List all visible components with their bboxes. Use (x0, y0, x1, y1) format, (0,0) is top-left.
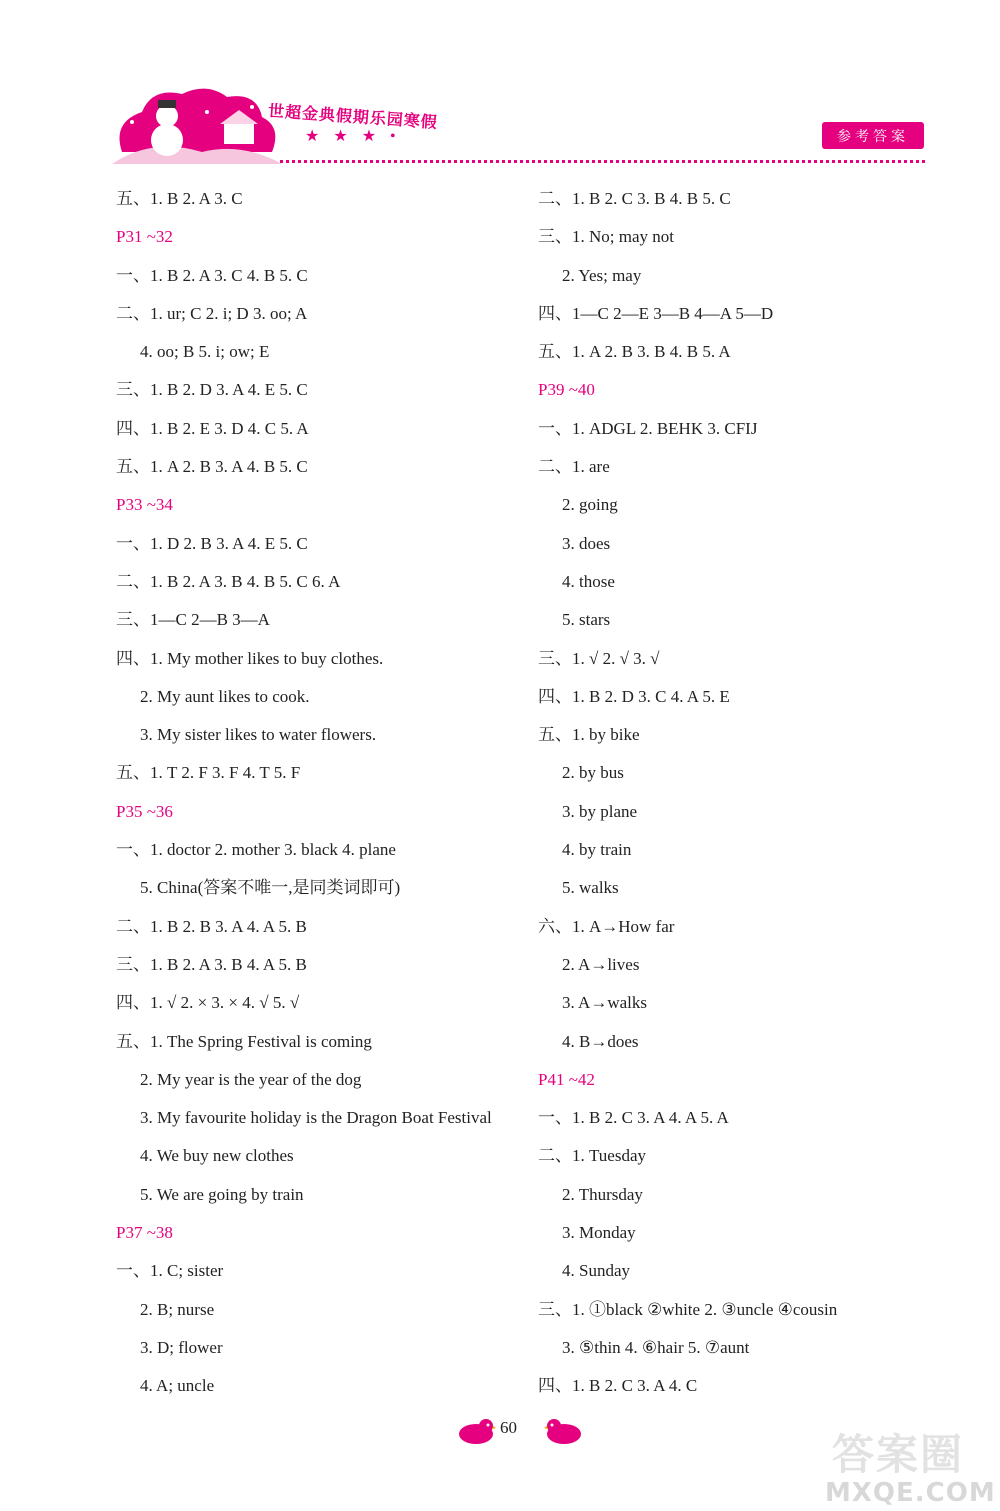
answer-line: 四、1. B 2. D 3. C 4. A 5. E (538, 686, 730, 706)
answer-line: 2. B; nurse (140, 1299, 215, 1319)
answer-line: 一、1. doctor 2. mother 3. black 4. plane (116, 840, 396, 860)
section-heading: P37 ~38 (116, 1223, 173, 1243)
answer-line: 3. does (562, 533, 611, 553)
answer-line: 3. Monday (562, 1223, 636, 1243)
answer-line: 2. by bus (562, 763, 624, 783)
watermark-url: MXQE.COM (825, 1478, 996, 1508)
answer-line: 一、1. B 2. A 3. C 4. B 5. C (116, 265, 308, 285)
section-heading: P31 ~32 (116, 227, 173, 247)
page-header (0, 0, 1000, 175)
answer-line: 四、1. √ 2. × 3. × 4. √ 5. √ (116, 993, 300, 1013)
answer-line: 四、1. B 2. C 3. A 4. C (538, 1376, 698, 1396)
answer-line: 三、1. No; may not (538, 227, 674, 247)
answer-line: 5. walks (562, 878, 619, 898)
answer-line: 4. those (562, 571, 615, 591)
answer-line: 2. going (562, 495, 618, 515)
answer-line: 二、1. are (538, 457, 610, 477)
brand-title: 世超金典假期乐园寒假 (267, 101, 439, 132)
answer-line: 2. Thursday (562, 1184, 643, 1204)
answer-line: 五、1. by bike (538, 725, 640, 745)
answer-line: 一、1. C; sister (116, 1261, 224, 1281)
answer-line: 一、1. D 2. B 3. A 4. E 5. C (116, 533, 308, 553)
answer-line: 4. Sunday (562, 1261, 630, 1281)
section-heading: P39 ~40 (538, 380, 595, 400)
answer-line: 四、1. My mother likes to buy clothes. (116, 648, 384, 668)
answer-line: 3. ⑤thin 4. ⑥hair 5. ⑦aunt (562, 1337, 750, 1357)
answer-line: 二、1. Tuesday (538, 1146, 646, 1166)
answer-line: 三、1. B 2. A 3. B 4. A 5. B (116, 954, 307, 974)
answer-line: 3. A→walks (562, 993, 647, 1013)
answer-line: 4. A; uncle (140, 1376, 215, 1396)
watermark-logo: 答案圈 (832, 1430, 965, 1479)
answer-line: 三、1—C 2—B 3—A (116, 610, 270, 630)
answer-line: 4. by train (562, 840, 632, 860)
answer-line: 5. We are going by train (140, 1184, 304, 1204)
answer-line: 五、1. T 2. F 3. F 4. T 5. F (116, 763, 301, 783)
answer-line: 2. My aunt likes to cook. (140, 686, 310, 706)
answer-line: 四、1—C 2—E 3—B 4—A 5—D (538, 303, 774, 323)
stars-decoration-icon: ★★★• (305, 128, 410, 145)
answer-line: 五、1. A 2. B 3. A 4. B 5. C (116, 457, 308, 477)
section-heading: P41 ~42 (538, 1069, 595, 1089)
left-bird-icon (456, 1416, 496, 1446)
answer-line: 4. B→does (562, 1031, 639, 1051)
section-heading: P35 ~36 (116, 801, 173, 821)
answer-line: 2. Yes; may (562, 265, 642, 285)
answer-line: 五、1. The Spring Festival is coming (116, 1031, 372, 1051)
answer-line: 4. oo; B 5. i; ow; E (140, 342, 270, 362)
answer-line: 二、1. B 2. A 3. B 4. B 5. C 6. A (116, 571, 341, 591)
answer-line: 4. We buy new clothes (140, 1146, 294, 1166)
answer-line: 5. China(答案不唯一,是同类词即可) (140, 878, 401, 898)
section-heading: P33 ~34 (116, 495, 173, 515)
answer-line: 三、1. ①black ②white 2. ③uncle ④cousin (538, 1299, 838, 1319)
answer-line: 2. A→lives (562, 954, 640, 974)
answer-line: 二、1. ur; C 2. i; D 3. oo; A (116, 303, 308, 323)
answer-line: 二、1. B 2. B 3. A 4. A 5. B (116, 916, 307, 936)
answer-line: 五、1. B 2. A 3. C (116, 189, 243, 208)
answer-line: 三、1. √ 2. √ 3. √ (538, 648, 660, 668)
answer-line: 5. stars (562, 610, 611, 630)
answer-line: 3. My sister likes to water flowers. (140, 725, 377, 745)
header-divider (280, 160, 925, 163)
answer-key-badge: 参考答案 (822, 122, 924, 149)
answer-line: 三、1. B 2. D 3. A 4. E 5. C (116, 380, 308, 400)
answer-line: 六、1. A→How far (538, 916, 675, 936)
snowman-logo-icon (112, 82, 282, 164)
answer-line: 3. by plane (562, 801, 638, 821)
right-bird-icon (544, 1416, 584, 1446)
left-answer-column (116, 180, 526, 1406)
right-answer-column (538, 180, 938, 1406)
answer-line: 四、1. B 2. E 3. D 4. C 5. A (116, 418, 309, 438)
answer-line: 一、1. B 2. C 3. A 4. A 5. A (538, 1108, 729, 1128)
answer-line: 一、1. ADGL 2. BEHK 3. CFIJ (538, 418, 758, 438)
answer-line: 3. My favourite holiday is the Dragon Boat Festival (140, 1108, 492, 1128)
answer-line: 五、1. A 2. B 3. B 4. B 5. A (538, 342, 731, 362)
answer-line: 3. D; flower (140, 1337, 223, 1357)
page-number: 60 (500, 1418, 517, 1437)
answer-line: 二、1. B 2. C 3. B 4. B 5. C (538, 189, 731, 208)
answer-line: 2. My year is the year of the dog (140, 1069, 362, 1089)
